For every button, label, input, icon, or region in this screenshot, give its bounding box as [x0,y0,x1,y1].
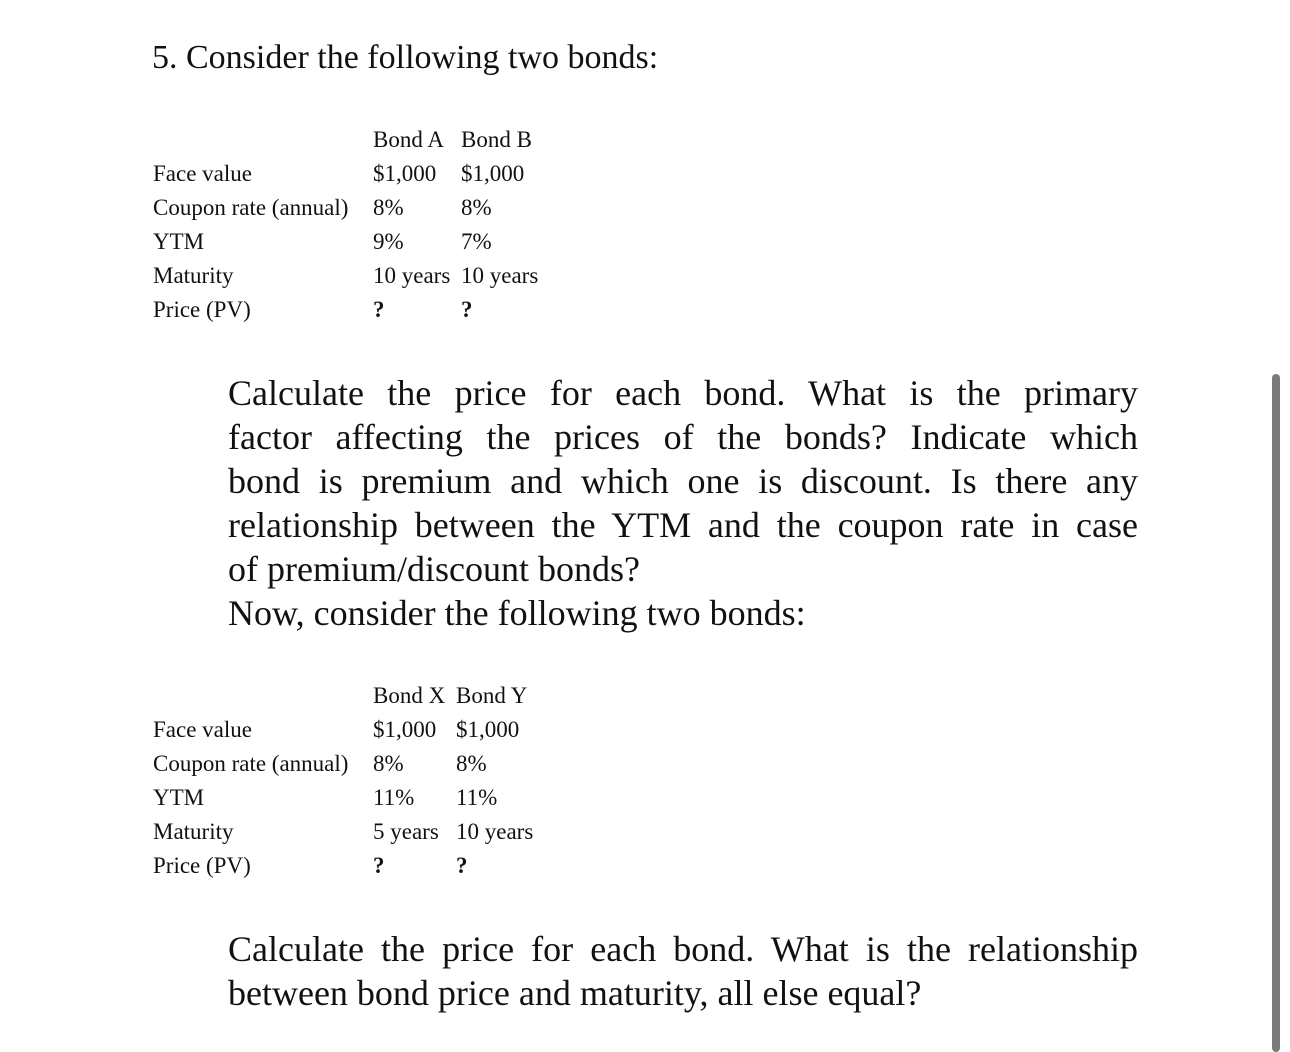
paragraph-line: of premium/discount bonds? [228,549,640,589]
row-label: Coupon rate (annual) [153,195,349,220]
table-cell: 8% [373,195,404,220]
row-label: Face value [153,161,252,186]
paragraph-line: Now, consider the following two bonds: [228,593,806,633]
table-cell: ? [456,853,468,878]
table-cell: 8% [456,751,487,776]
table-cell: 8% [373,751,404,776]
table-cell: 7% [461,229,492,254]
table-cell: $1,000 [373,161,437,186]
paragraph-line: relationship between the YTM and the coupon rate in case [228,505,1138,545]
paragraph-line: bond is premium and which one is discount. Is there any [228,461,1138,501]
row-label: Maturity [153,263,234,288]
row-label: Face value [153,717,252,742]
table-cell: $1,000 [373,717,437,742]
table-cell: ? [373,297,385,322]
paragraph-line: Calculate the price for each bond. What is the relationship [228,929,1138,969]
paragraph-line: factor affecting the prices of the bonds? Indicate which [228,417,1138,457]
table-cell: ? [373,853,385,878]
row-label: YTM [153,229,205,254]
question-paragraph-1 [228,371,1138,635]
row-label: YTM [153,785,205,810]
paragraph-line: between bond price and maturity, all else equal? [228,973,922,1013]
column-header-bond-b: Bond B [461,127,532,152]
table-cell: ? [461,297,473,322]
table-cell: 10 years [461,263,539,288]
table-cell: 9% [373,229,404,254]
table-cell: 10 years [373,263,451,288]
row-label: Price (PV) [153,853,251,878]
table-cell: 8% [461,195,492,220]
question-paragraph-2 [228,927,1138,1015]
paragraph-line: Calculate the price for each bond. What is the primary [228,373,1138,413]
question-heading: 5. Consider the following two bonds: [152,39,659,76]
table-cell: 11% [456,785,498,810]
table-cell: $1,000 [456,717,520,742]
row-label: Coupon rate (annual) [153,751,349,776]
row-label: Price (PV) [153,297,251,322]
column-header-bond-x: Bond X [373,683,446,708]
table-cell: 10 years [456,819,534,844]
table-cell: 11% [373,785,415,810]
column-header-bond-y: Bond Y [456,683,528,708]
row-label: Maturity [153,819,234,844]
vertical-scrollbar[interactable] [1272,374,1280,1052]
table-cell: $1,000 [461,161,525,186]
table-cell: 5 years [373,819,439,844]
column-header-bond-a: Bond A [373,127,444,152]
